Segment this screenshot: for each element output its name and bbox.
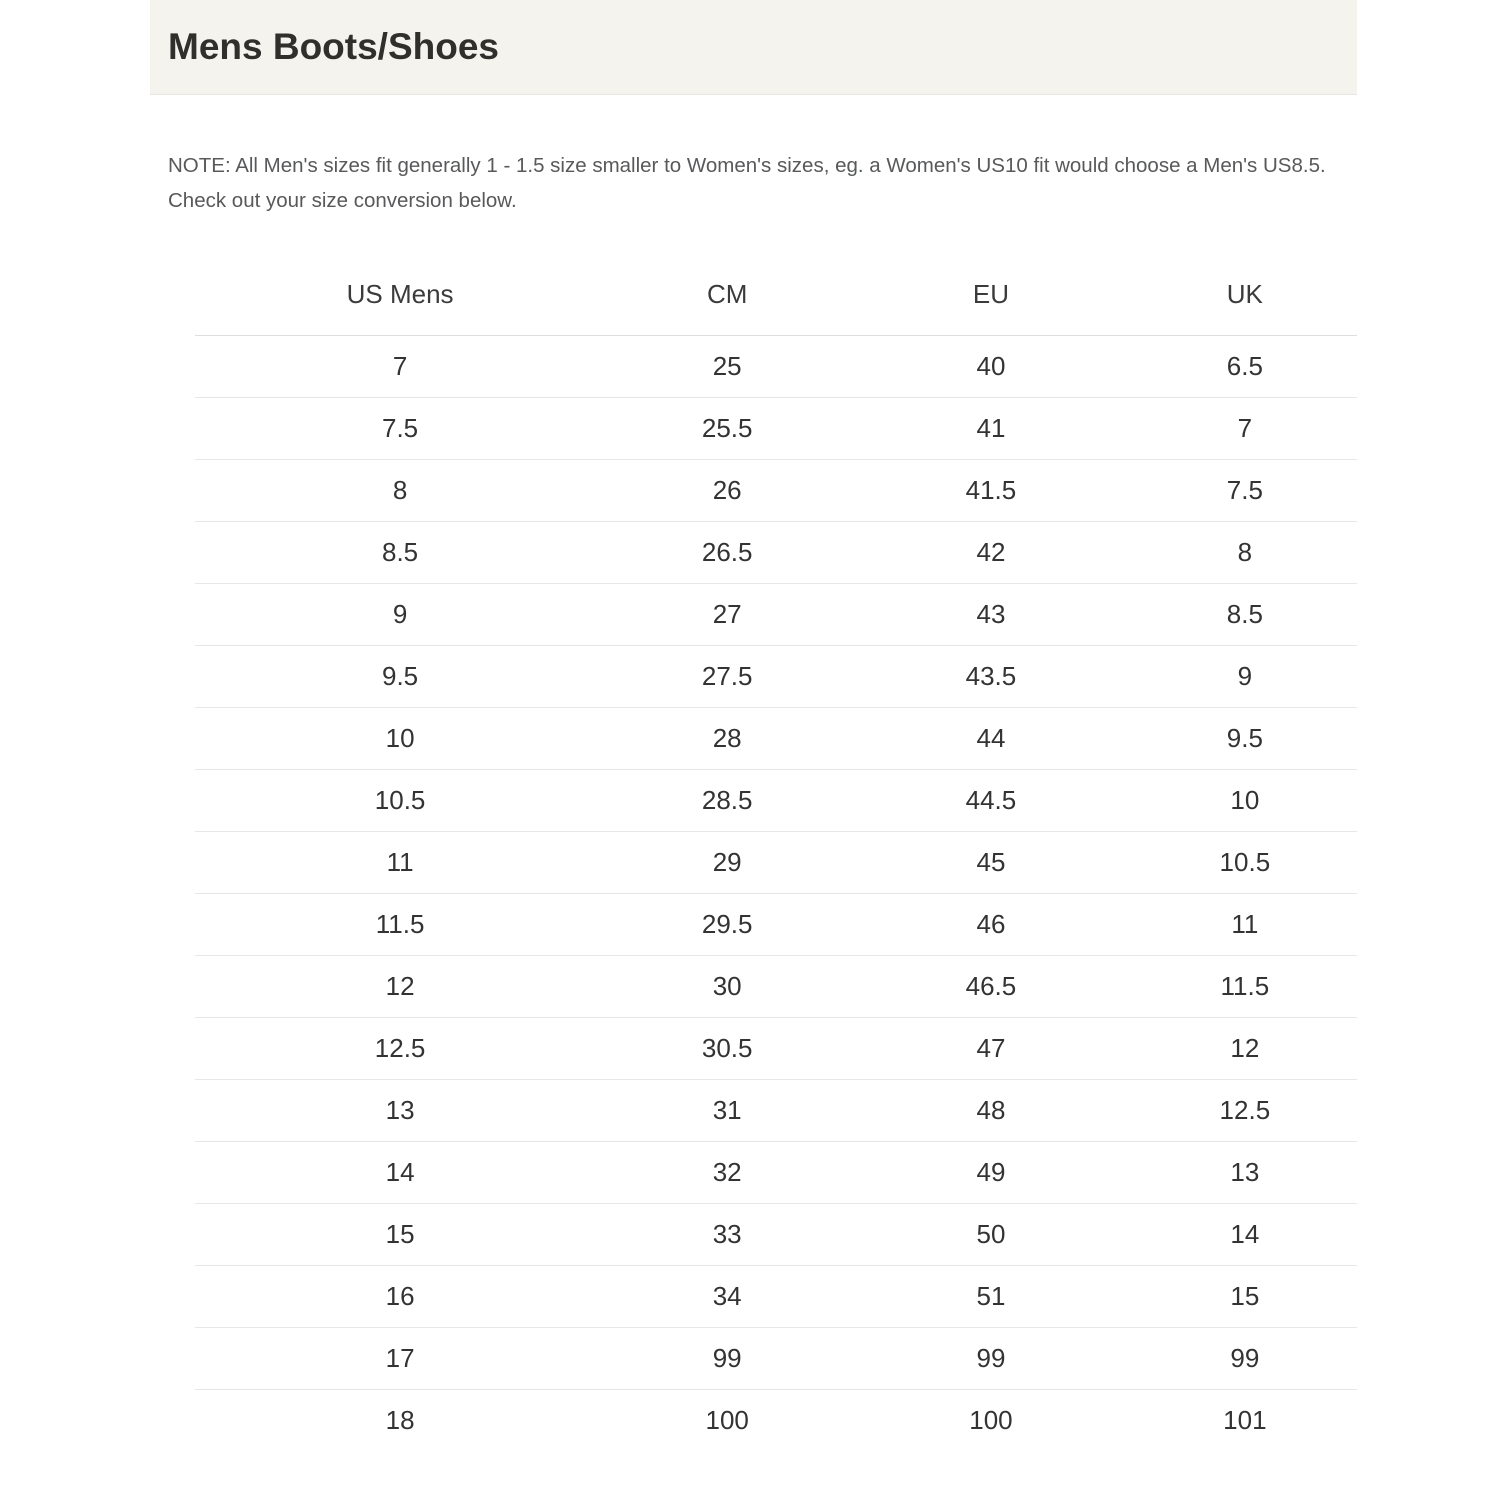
table-cell: 42: [849, 521, 1133, 583]
table-cell: 12.5: [195, 1017, 605, 1079]
table-cell: 100: [969, 1404, 1013, 1435]
column-header-us-mens: US Mens: [195, 255, 605, 335]
table-cell: 41.5: [849, 459, 1133, 521]
table-cell: 46.5: [849, 955, 1133, 1017]
table-cell: 27.5: [605, 645, 849, 707]
table-cell: 31: [605, 1079, 849, 1141]
table-cell: 26.5: [605, 521, 849, 583]
table-cell: 28.5: [605, 769, 849, 831]
table-cell: 32: [605, 1141, 849, 1203]
table-row: [195, 645, 1357, 707]
column-header-eu: EU: [849, 255, 1133, 335]
table-cell: 11: [195, 831, 605, 893]
table-cell: 25: [605, 335, 849, 397]
table-row: [195, 707, 1357, 769]
table-row: [195, 583, 1357, 645]
table-cell: 8.5: [195, 521, 605, 583]
table-cell: 40: [849, 335, 1133, 397]
table-cell: 12: [1133, 1017, 1357, 1079]
table-cell: 15: [1133, 1265, 1357, 1327]
table-row: [195, 335, 1357, 397]
table-cell: 10: [195, 707, 605, 769]
table-cell: 10.5: [195, 769, 605, 831]
table-cell: 34: [605, 1265, 849, 1327]
table-cell: 14: [1133, 1203, 1357, 1265]
table-cell: 44: [849, 707, 1133, 769]
table-cell: 29: [605, 831, 849, 893]
table-cell: 50: [849, 1203, 1133, 1265]
table-row: [195, 1327, 1357, 1389]
page-title: Mens Boots/Shoes: [168, 26, 499, 67]
table-row: [195, 1017, 1357, 1079]
table-cell: 8: [1133, 521, 1357, 583]
table-cell: 99: [1133, 1327, 1357, 1389]
table-cell: 12.5: [1133, 1079, 1357, 1141]
table-cell: 8: [195, 459, 605, 521]
table-cell: 99: [605, 1327, 849, 1389]
table-cell: 7: [1133, 397, 1357, 459]
table-cell: 10.5: [1133, 831, 1357, 893]
size-conversion-table: [195, 255, 1357, 1451]
table-cell: 6.5: [1133, 335, 1357, 397]
table-cell: 33: [605, 1203, 849, 1265]
table-cell: 28: [605, 707, 849, 769]
table-cell: 12: [195, 955, 605, 1017]
table-cell: 9.5: [1133, 707, 1357, 769]
table-cell: 48: [849, 1079, 1133, 1141]
table-cell: 100: [705, 1404, 749, 1435]
table-cell: 7: [195, 335, 605, 397]
table-row: [195, 1265, 1357, 1327]
column-header-uk: UK: [1133, 255, 1357, 335]
table-cell: 25.5: [605, 397, 849, 459]
column-header-cm: CM: [605, 255, 849, 335]
table-row: [195, 769, 1357, 831]
table-cell: 16: [195, 1265, 605, 1327]
table-body: [195, 335, 1357, 1451]
table-cell: 45: [849, 831, 1133, 893]
table-cell: 11.5: [195, 893, 605, 955]
table-cell: 41: [849, 397, 1133, 459]
table-cell: 10: [1133, 769, 1357, 831]
table-header: [195, 255, 1357, 335]
table-row: [195, 893, 1357, 955]
table-cell: 51: [849, 1265, 1133, 1327]
table-cell: 9.5: [195, 645, 605, 707]
table-cell: 18: [385, 1404, 415, 1435]
table-row: [195, 397, 1357, 459]
table-cell: 26: [605, 459, 849, 521]
sizing-note: NOTE: All Men's sizes fit generally 1 - 1.5 size smaller to Women's sizes, eg. a Women's US10 fit would choose a Men's US8.5. Check out your size conversion below.: [168, 154, 1326, 212]
table-cell: 101: [1223, 1404, 1267, 1435]
table-row: [195, 521, 1357, 583]
table-cell: 30: [605, 955, 849, 1017]
table-row: [195, 1389, 1357, 1451]
table-row: [195, 955, 1357, 1017]
page-title-band: [150, 0, 1357, 95]
table-cell: 27: [605, 583, 849, 645]
table-row: [195, 1203, 1357, 1265]
table-cell: 13: [195, 1079, 605, 1141]
table-cell: 7.5: [195, 397, 605, 459]
table-header-row: [195, 255, 1357, 335]
table-row: [195, 1079, 1357, 1141]
table-cell: 29.5: [605, 893, 849, 955]
table-cell: 99: [849, 1327, 1133, 1389]
table-cell: 11.5: [1133, 955, 1357, 1017]
table-cell: 17: [195, 1327, 605, 1389]
table-cell: 9: [195, 583, 605, 645]
table-cell: 43: [849, 583, 1133, 645]
table-cell: 30.5: [605, 1017, 849, 1079]
table-cell: 9: [1133, 645, 1357, 707]
table-cell: 11: [1133, 893, 1357, 955]
table-cell: 15: [195, 1203, 605, 1265]
table-row: [195, 459, 1357, 521]
table-row: [195, 831, 1357, 893]
table-cell: 13: [1133, 1141, 1357, 1203]
table-cell: 49: [849, 1141, 1133, 1203]
table-cell: 14: [195, 1141, 605, 1203]
table-cell: 7.5: [1133, 459, 1357, 521]
table-cell: 8.5: [1133, 583, 1357, 645]
table-cell: 47: [849, 1017, 1133, 1079]
table-row: [195, 1141, 1357, 1203]
table-cell: 43.5: [849, 645, 1133, 707]
table-cell: 46: [849, 893, 1133, 955]
table-cell: 44.5: [849, 769, 1133, 831]
